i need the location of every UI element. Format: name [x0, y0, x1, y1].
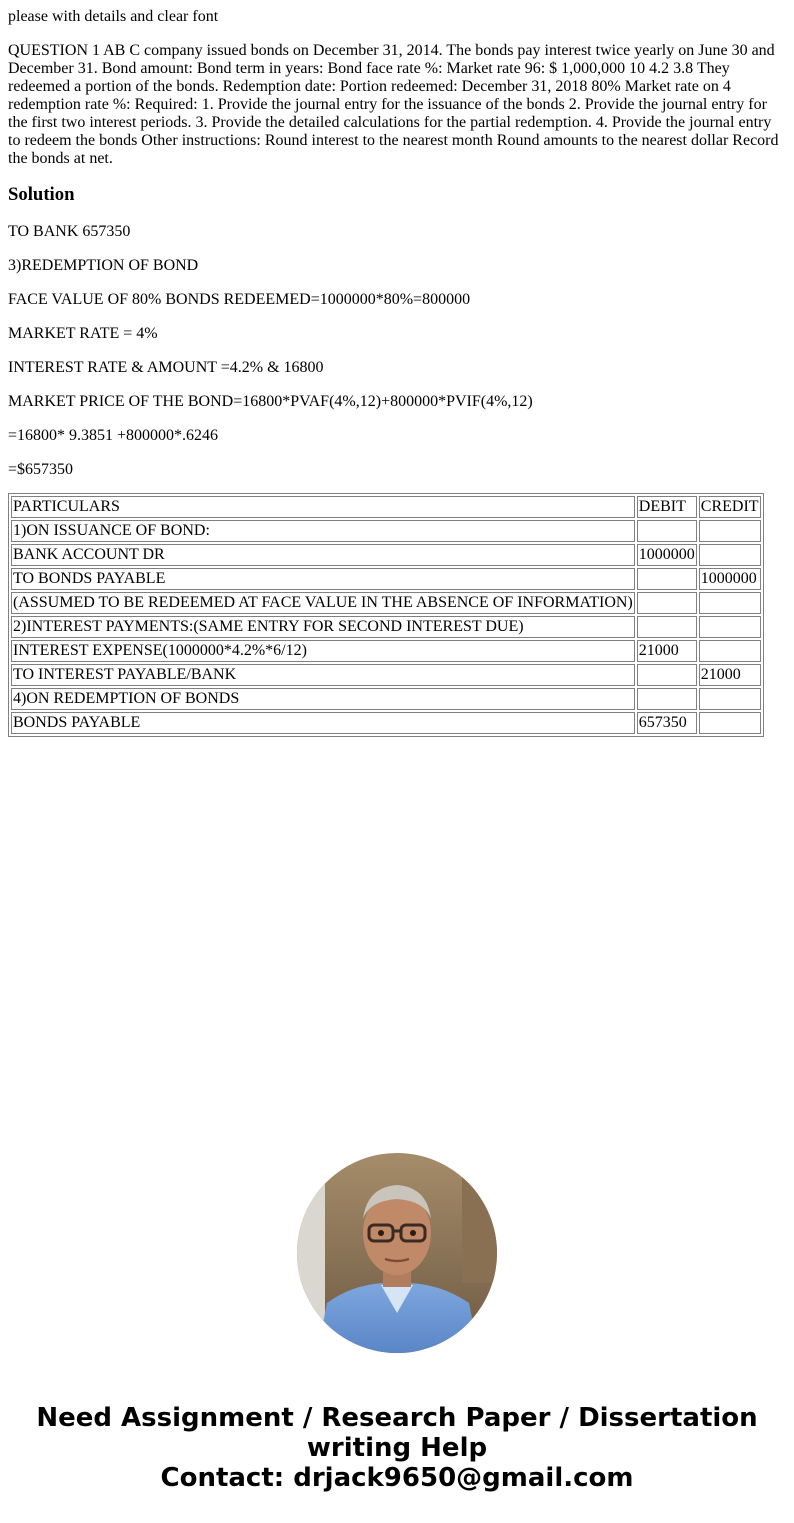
cell-credit: [699, 592, 761, 614]
cell-particulars: 4)ON REDEMPTION OF BONDS: [11, 688, 635, 710]
table-row: [11, 688, 761, 710]
solution-line: FACE VALUE OF 80% BONDS REDEEMED=1000000*80%=800000: [8, 291, 471, 308]
cell-debit: [637, 520, 697, 542]
promo-line: writing Help: [306, 1433, 488, 1463]
cell-debit: 21000: [637, 640, 697, 662]
cell-credit: 1000000: [699, 568, 761, 590]
cell-credit: [699, 640, 761, 662]
cell-credit: [699, 520, 761, 542]
cell-debit: [637, 568, 697, 590]
header-particulars: PARTICULARS: [11, 496, 635, 518]
table-row: [11, 592, 761, 614]
cell-debit: 1000000: [637, 544, 697, 566]
cell-debit: [637, 688, 697, 710]
table-row: [11, 640, 761, 662]
cell-particulars: BONDS PAYABLE: [11, 712, 635, 734]
avatar: [297, 1153, 497, 1353]
solution-line: MARKET PRICE OF THE BOND=16800*PVAF(4%,12)+800000*PVIF(4%,12): [8, 393, 533, 410]
cell-particulars: 1)ON ISSUANCE OF BOND:: [11, 520, 635, 542]
cell-credit: [699, 688, 761, 710]
promo-line: Need Assignment / Research Paper / Dissertation: [36, 1403, 758, 1433]
table-row: [11, 616, 761, 638]
solution-line: =$657350: [8, 461, 74, 478]
table-row: [11, 544, 761, 566]
tutor-portrait-icon: [297, 1153, 497, 1353]
cell-particulars: BANK ACCOUNT DR: [11, 544, 635, 566]
cell-debit: [637, 592, 697, 614]
cell-debit: [637, 664, 697, 686]
header-credit: CREDIT: [699, 496, 761, 518]
question-body: QUESTION 1 AB C company issued bonds on December 31, 2014. The bonds pay interest twice yearly on June 30 and December 31. Bond amount: Bond term in years: Bond face rate %: Market rate 96: $ 1,000,000 10 4.2 3.8 They redeemed a portion of the bonds. Redemption date: Portion redeemed: December 31, 2018 80% Market rate on 4 redemption rate %: Required: 1. Provide the journal entry for the issuance of the bonds 2. Provide the journal entry for the first two interest periods. 3. Provide the detailed calculations for the partial redemption. 4. Provide the journal entry to redeem the bonds Other instructions: Round interest to the nearest month Round amounts to the nearest dollar Record the bonds at net.: [8, 42, 779, 167]
cell-particulars: (ASSUMED TO BE REDEEMED AT FACE VALUE IN THE ABSENCE OF INFORMATION): [11, 592, 635, 614]
solution-line: MARKET RATE = 4%: [8, 325, 158, 342]
cell-credit: [699, 616, 761, 638]
cell-credit: 21000: [699, 664, 761, 686]
promo-banner: [0, 1403, 794, 1493]
cell-particulars: TO BONDS PAYABLE: [11, 568, 635, 590]
journal-table: [8, 493, 764, 737]
header-debit: DEBIT: [637, 496, 697, 518]
solution-line: =16800* 9.3851 +800000*.6246: [8, 427, 219, 444]
cell-credit: [699, 544, 761, 566]
cell-particulars: 2)INTEREST PAYMENTS:(SAME ENTRY FOR SECOND INTEREST DUE): [11, 616, 635, 638]
promo-contact: Contact: drjack9650@gmail.com: [160, 1463, 634, 1493]
question-request: please with details and clear font: [8, 8, 219, 25]
table-row: [11, 520, 761, 542]
solution-line: 3)REDEMPTION OF BOND: [8, 257, 199, 274]
solution-line: TO BANK 657350: [8, 223, 131, 240]
table-row: [11, 712, 761, 734]
cell-debit: [637, 616, 697, 638]
cell-debit: 657350: [637, 712, 697, 734]
page-content: [8, 8, 784, 737]
table-row: [11, 664, 761, 686]
solution-heading: Solution: [8, 184, 75, 205]
table-header-row: [11, 496, 761, 518]
table-row: [11, 568, 761, 590]
cell-particulars: TO INTEREST PAYABLE/BANK: [11, 664, 635, 686]
solution-line: INTEREST RATE & AMOUNT =4.2% & 16800: [8, 359, 324, 376]
cell-particulars: INTEREST EXPENSE(1000000*4.2%*6/12): [11, 640, 635, 662]
cell-credit: [699, 712, 761, 734]
